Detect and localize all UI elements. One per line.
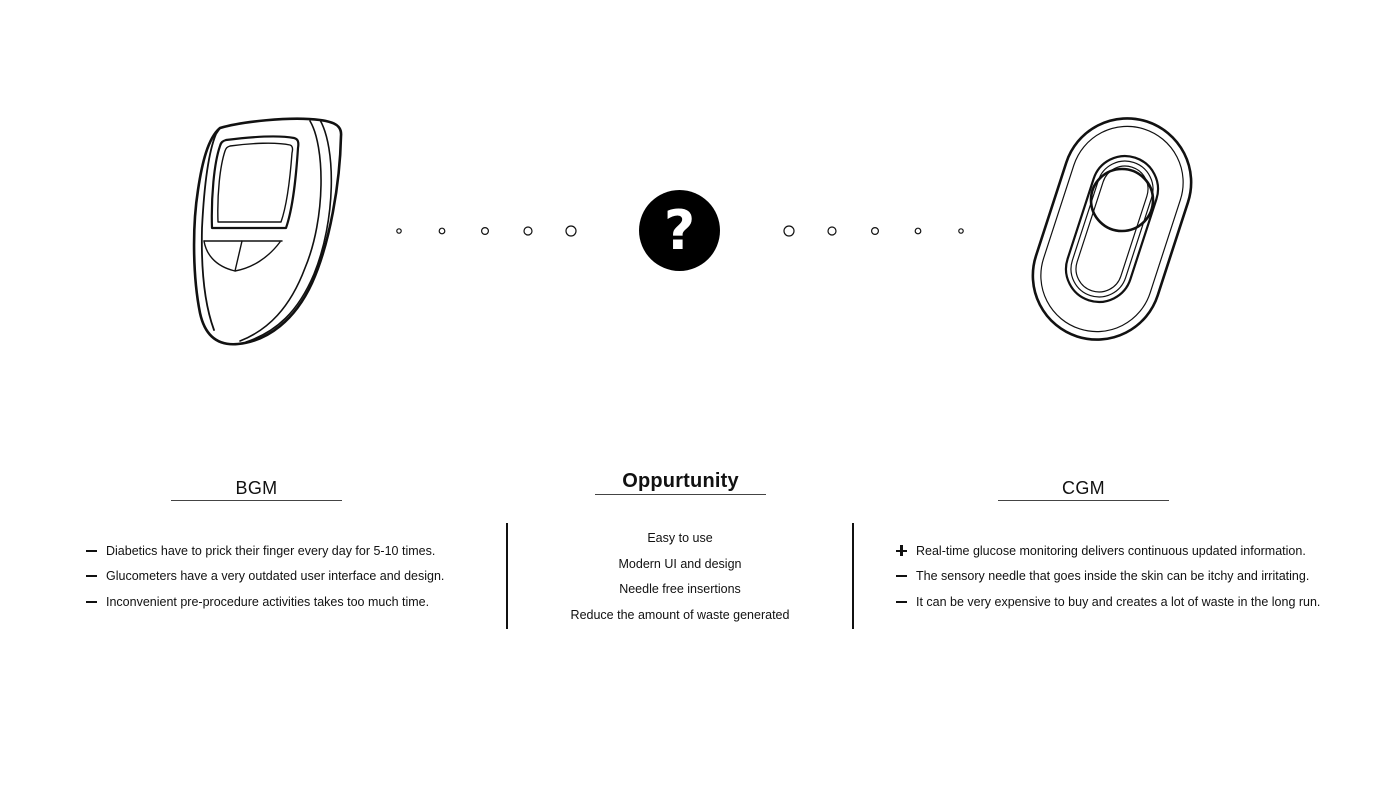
minus-icon (896, 601, 914, 603)
dot (524, 227, 532, 235)
plus-icon (896, 545, 914, 556)
opportunity-points (560, 527, 800, 629)
list-item: Reduce the amount of waste generated (570, 607, 790, 622)
cgm-title: CGM (1062, 478, 1105, 498)
minus-icon (896, 575, 914, 577)
bgm-title: BGM (235, 478, 278, 498)
list-item: Easy to use (647, 531, 713, 545)
list-item (896, 589, 1320, 615)
glucometer-device-icon (180, 108, 355, 353)
dot (784, 226, 794, 236)
dot (872, 228, 879, 235)
minus-icon (86, 575, 104, 577)
opportunity-title: Oppurtunity (622, 470, 739, 492)
dot (915, 228, 921, 234)
dot (439, 228, 445, 234)
bgm-heading (171, 478, 342, 501)
dot (566, 226, 576, 236)
cgm-sensor-icon (1025, 112, 1205, 352)
bgm-point-text: Glucometers have a very outdated user interface and design. (106, 569, 445, 584)
dot (828, 227, 836, 235)
dots-left (390, 220, 590, 242)
bgm-point-text: Inconvenient pre-procedure activities takes too much time. (106, 594, 430, 609)
question-mark-symbol: ? (663, 198, 696, 262)
dot (959, 229, 963, 233)
bgm-point-text: Diabetics have to prick their finger every day for 5-10 times. (106, 543, 436, 558)
cgm-point-text: Real-time glucose monitoring delivers continuous updated information. (916, 543, 1306, 558)
list-item (86, 538, 444, 564)
dot (482, 228, 489, 235)
dot (397, 229, 401, 233)
minus-icon (86, 550, 104, 552)
list-item (896, 538, 1320, 564)
opportunity-heading (595, 470, 766, 495)
divider-left (506, 523, 508, 629)
list-item (86, 589, 444, 615)
cgm-point-text: The sensory needle that goes inside the skin can be itchy and irritating. (916, 569, 1310, 584)
list-item (896, 564, 1320, 590)
divider-right (852, 523, 854, 629)
cgm-point-text: It can be very expensive to buy and creates a lot of waste in the long run. (916, 594, 1321, 609)
cgm-points (896, 538, 1320, 615)
list-item (86, 564, 444, 590)
question-mark-icon (639, 190, 720, 271)
dots-right (778, 220, 978, 242)
bgm-points (86, 538, 444, 615)
minus-icon (86, 601, 104, 603)
cgm-heading (998, 478, 1169, 501)
list-item: Needle free insertions (619, 582, 741, 596)
list-item: Modern UI and design (618, 556, 742, 571)
